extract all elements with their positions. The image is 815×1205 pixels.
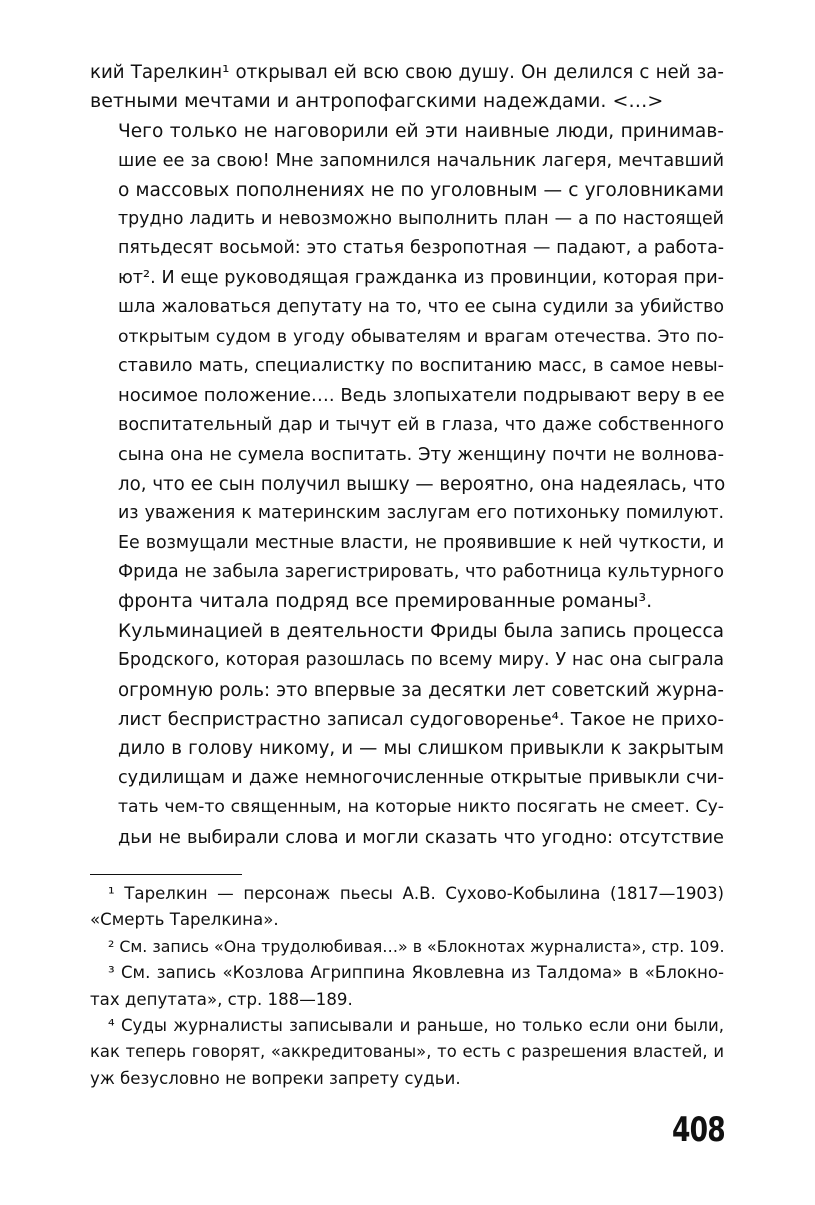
footnote-line: «Смерть Тарелкина». [90, 910, 279, 930]
text-line: о массовых пополнениях не по уголовным — с уголовниками [118, 179, 724, 201]
text-line: шие ее за свою! Мне запомнился начальник лагеря, мечтавший [118, 150, 724, 172]
text-line: ставило мать, специалистку по воспитанию масс, в самое невы- [118, 356, 724, 377]
text-line: Бродского, которая разошлась по всему миру. У нас она сыграла [118, 650, 724, 671]
text-line: фронта читала подряд все премированные романы³. [118, 590, 653, 613]
main-text [90, 58, 724, 852]
footnote-1 [90, 881, 724, 934]
footnote-line: ³ См. запись «Козлова Агриппина Яковлевна из Талдома» в «Блокно- [108, 963, 724, 983]
text-line: лист беспристрастно записал судоговоренье⁴. Такое не прихо- [118, 708, 724, 730]
text-line: огромную роль: это впервые за десятки лет советский журна- [118, 679, 724, 701]
text-line: из уважения к материнским заслугам его потихоньку помилуют. [118, 503, 724, 524]
text-line: Ее возмущали местные власти, не проявившие к ней чуткости, и [118, 532, 724, 553]
text-line: кий Тарелкин¹ открывал ей всю свою душу. Он делился с ней за- [90, 62, 724, 83]
text-line: ло, что ее сын получил вышку — вероятно, она надеялась, что [118, 473, 726, 495]
footnote-2 [90, 934, 724, 960]
text-line: тать чем-то священным, на которые никто посягать не смеет. Су- [118, 797, 724, 818]
text-line: ветными мечтами и антропофагскими надеждами. <…> [90, 90, 664, 113]
text-line: Чего только не наговорили ей эти наивные люди, принимав- [118, 120, 724, 142]
text-line: судилищам и даже немногочисленные открытые привыкли счи- [118, 767, 724, 788]
page-number: 408 [671, 1110, 725, 1150]
text-line: ют². И еще руководящая гражданка из провинции, которая при- [118, 267, 724, 288]
footnotes [90, 881, 724, 1092]
footnote-line: ² См. запись «Она трудолюбивая…» в «Блокнотах журналиста», стр. 109. [108, 936, 725, 956]
text-line: пятьдесят восьмой: это статья безропотная — падают, а работа- [118, 238, 724, 259]
text-line: Фрида не забыла зарегистрировать, что работница культурного [118, 561, 724, 582]
footnote-separator [90, 874, 242, 875]
footnote-line: уж безусловно не вопреки запрету судьи. [90, 1068, 461, 1088]
footnote-3 [90, 960, 724, 1013]
paragraph-3 [90, 617, 724, 852]
text-line: шла жаловаться депутату на то, что ее сына судили за убийство [118, 297, 724, 318]
paragraph-2 [90, 117, 724, 617]
text-line: дьи не выбирали слова и могли сказать что угодно: отсутствие [118, 826, 724, 848]
footnote-line: тах депутата», стр. 188—189. [90, 989, 353, 1009]
text-line: воспитательный дар и тычут ей в глаза, что даже собственного [118, 414, 724, 435]
footnote-line: как теперь говорят, «аккредитованы», то есть с разрешения властей, и [90, 1042, 724, 1062]
text-line: открытым судом в угоду обывателям и врагам отечества. Это по- [118, 326, 724, 347]
paragraph-1 [90, 58, 724, 117]
text-line: дило в голову никому, и — мы слишком привыкли к закрытым [118, 738, 724, 760]
footnote-line: ⁴ Суды журналисты записывали и раньше, но только если они были, [108, 1016, 724, 1036]
text-line: носимое положение…. Ведь злопыхатели подрывают веру в ее [118, 385, 725, 407]
footnote-4 [90, 1013, 724, 1092]
text-line: сына она не сумела воспитать. Эту женщину почти не волнова- [118, 444, 724, 466]
text-line: Кульминацией в деятельности Фриды была запись процесса [118, 620, 724, 642]
footnote-line: ¹ Тарелкин — персонаж пьесы А.В. Сухово-Кобылина (1817—1903) [108, 884, 724, 903]
text-line: трудно ладить и невозможно выполнить план — а по настоящей [118, 209, 724, 230]
